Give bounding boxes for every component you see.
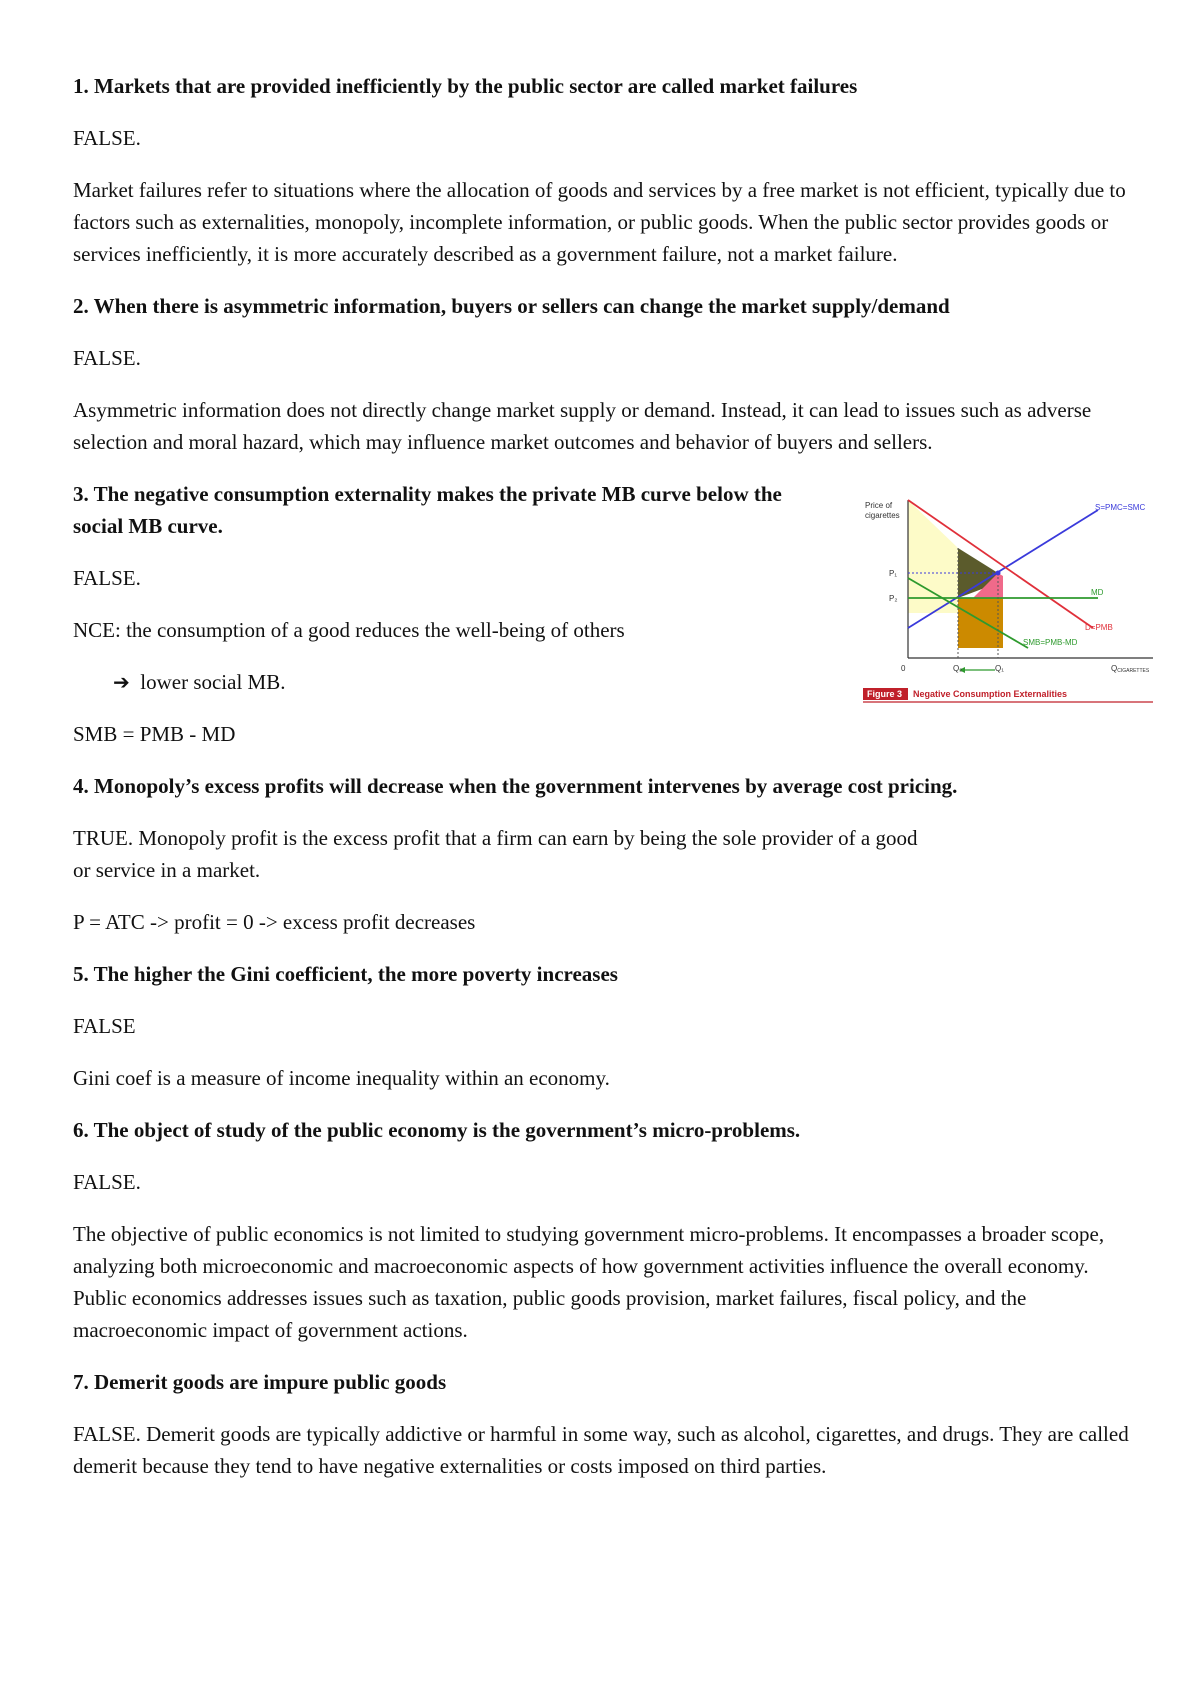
- right-arrow-icon: ➔: [113, 670, 130, 694]
- md-label: MD: [1091, 588, 1104, 597]
- question-3: 3. The negative consumption externality makes the private MB curve below the social MB curve.: [73, 482, 782, 538]
- smb-label: SMB=PMB-MD: [1023, 638, 1078, 647]
- question-4: 4. Monopoly’s excess profits will decrease when the government intervenes by average cost pricing.: [73, 774, 958, 798]
- explanation-2: Asymmetric information does not directly change market supply or demand. Instead, it can lead to issues such as adverse selection and moral hazard, which may influence market outcomes and behavior of buyers and sellers.: [73, 398, 1092, 454]
- question-7: 7. Demerit goods are impure public goods: [73, 1370, 447, 1394]
- x-axis-label: [1111, 664, 1150, 674]
- caption-tag: Figure 3: [867, 689, 903, 699]
- answer-4-line-1: TRUE. Monopoly profit is the excess profit that a firm can earn by being the sole provider of a good: [73, 826, 918, 850]
- formula-4: P = ATC -> profit = 0 -> excess profit decreases: [73, 910, 476, 934]
- p1-label: P₁: [889, 569, 898, 578]
- explanation-6: The objective of public economics is not limited to studying government micro-problems. It encompasses a broader scope, analyzing both microeconomic and macroeconomic aspects of how government activities influence the overall economy. Public economics addresses issues such as taxation, public goods provision, market failures, fiscal policy, and the macroeconomic impact of government actions.: [73, 1222, 1105, 1342]
- answer-3: FALSE.: [73, 566, 141, 590]
- question-3-block: [73, 478, 1150, 750]
- arrow-line: [73, 666, 813, 698]
- externality-diagram: [853, 488, 1173, 718]
- nce-definition: NCE: the consumption of a good reduces the well-being of others: [73, 618, 625, 642]
- arrow-text: lower social MB.: [140, 670, 286, 694]
- answer-4: [73, 822, 1133, 886]
- answer-4-line-2: or service in a market.: [73, 858, 261, 882]
- negative-consumption-externality-figure: [853, 488, 1173, 718]
- demand-label: D=PMB: [1085, 623, 1113, 632]
- x-axis-label-sub: CIGARETTES: [1117, 668, 1150, 674]
- document-page: [73, 70, 1150, 1502]
- question-5: 5. The higher the Gini coefficient, the more poverty increases: [73, 962, 618, 986]
- y-axis-label-1: Price of: [865, 501, 893, 510]
- p2-label: P₂: [889, 594, 898, 603]
- answer-1: FALSE.: [73, 126, 141, 150]
- y-axis-label-2: cigarettes: [865, 511, 900, 520]
- answer-6: FALSE.: [73, 1170, 141, 1194]
- answer-5: FALSE: [73, 1014, 136, 1038]
- question-1: 1. Markets that are provided inefficiently by the public sector are called market failures: [73, 74, 858, 98]
- q1-label: Q₁: [995, 664, 1004, 673]
- caption-text: Negative Consumption Externalities: [913, 689, 1068, 699]
- explanation-7: FALSE. Demerit goods are typically addictive or harmful in some way, such as alcohol, cigarettes, and drugs. They are called demerit because they tend to have negative externalities or costs imposed on third parties.: [73, 1422, 1129, 1478]
- smb-formula: SMB = PMB - MD: [73, 722, 236, 746]
- answer-2: FALSE.: [73, 346, 141, 370]
- question-6: 6. The object of study of the public economy is the government’s micro-problems.: [73, 1118, 801, 1142]
- origin-label: 0: [901, 664, 906, 673]
- x-axis-label-main: Q: [1111, 664, 1118, 673]
- q2-label: Q₂: [953, 664, 963, 673]
- supply-label: S=PMC=SMC: [1095, 503, 1146, 512]
- equilibrium-point: [996, 571, 1001, 576]
- tax-revenue-box: [958, 598, 1003, 648]
- question-2: 2. When there is asymmetric information, buyers or sellers can change the market supply/demand: [73, 294, 950, 318]
- explanation-5: Gini coef is a measure of income inequality within an economy.: [73, 1066, 610, 1090]
- explanation-1: Market failures refer to situations where the allocation of goods and services by a free market is not efficient, typically due to factors such as externalities, monopoly, incomplete information, or public goods. When the public sector provides goods or services inefficiently, it is more accurately described as a government failure, not a market failure.: [73, 178, 1126, 266]
